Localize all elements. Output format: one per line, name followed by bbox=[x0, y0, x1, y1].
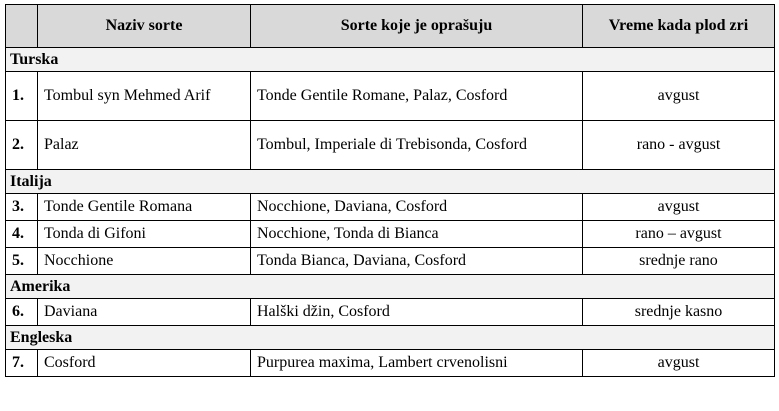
header-number bbox=[6, 5, 38, 48]
pollinators: Nocchione, Tonda di Bianca bbox=[251, 221, 583, 248]
pollinators: Tonde Gentile Romane, Palaz, Cosford bbox=[251, 72, 583, 121]
group-label: Amerika bbox=[6, 275, 775, 299]
group-row-amerika bbox=[6, 275, 775, 299]
ripening-time: srednje kasno bbox=[583, 299, 775, 326]
variety-name: Tonde Gentile Romana bbox=[38, 194, 251, 221]
pollinators: Nocchione, Daviana, Cosford bbox=[251, 194, 583, 221]
row-number: 5. bbox=[6, 248, 38, 275]
group-row-turska bbox=[6, 48, 775, 72]
row-number: 2. bbox=[6, 121, 38, 170]
table-row bbox=[6, 350, 775, 377]
group-label: Turska bbox=[6, 48, 775, 72]
group-row-italija bbox=[6, 170, 775, 194]
header-variety-name: Naziv sorte bbox=[38, 5, 251, 48]
row-number: 4. bbox=[6, 221, 38, 248]
ripening-time: srednje rano bbox=[583, 248, 775, 275]
table-row bbox=[6, 299, 775, 326]
table-row bbox=[6, 194, 775, 221]
pollinators: Purpurea maxima, Lambert crvenolisni bbox=[251, 350, 583, 377]
pollinators: Tombul, Imperiale di Trebisonda, Cosford bbox=[251, 121, 583, 170]
variety-name: Cosford bbox=[38, 350, 251, 377]
pollinators: Halški džin, Cosford bbox=[251, 299, 583, 326]
table-row bbox=[6, 121, 775, 170]
variety-name: Daviana bbox=[38, 299, 251, 326]
pollinators: Tonda Bianca, Daviana, Cosford bbox=[251, 248, 583, 275]
group-label: Italija bbox=[6, 170, 775, 194]
group-label: Engleska bbox=[6, 326, 775, 350]
table-header-row bbox=[6, 5, 775, 48]
variety-name: Tonda di Gifoni bbox=[38, 221, 251, 248]
ripening-time: avgust bbox=[583, 194, 775, 221]
variety-name: Nocchione bbox=[38, 248, 251, 275]
row-number: 7. bbox=[6, 350, 38, 377]
group-row-engleska bbox=[6, 326, 775, 350]
row-number: 6. bbox=[6, 299, 38, 326]
header-pollinators: Sorte koje je oprašuju bbox=[251, 5, 583, 48]
table-row bbox=[6, 248, 775, 275]
ripening-time: rano – avgust bbox=[583, 221, 775, 248]
ripening-time: avgust bbox=[583, 72, 775, 121]
row-number: 3. bbox=[6, 194, 38, 221]
row-number: 1. bbox=[6, 72, 38, 121]
table-row bbox=[6, 72, 775, 121]
table-row bbox=[6, 221, 775, 248]
hazelnut-varieties-table bbox=[5, 4, 775, 377]
ripening-time: rano - avgust bbox=[583, 121, 775, 170]
variety-name: Palaz bbox=[38, 121, 251, 170]
header-ripening-time: Vreme kada plod zri bbox=[583, 5, 775, 48]
ripening-time: avgust bbox=[583, 350, 775, 377]
variety-name: Tombul syn Mehmed Arif bbox=[38, 72, 251, 121]
